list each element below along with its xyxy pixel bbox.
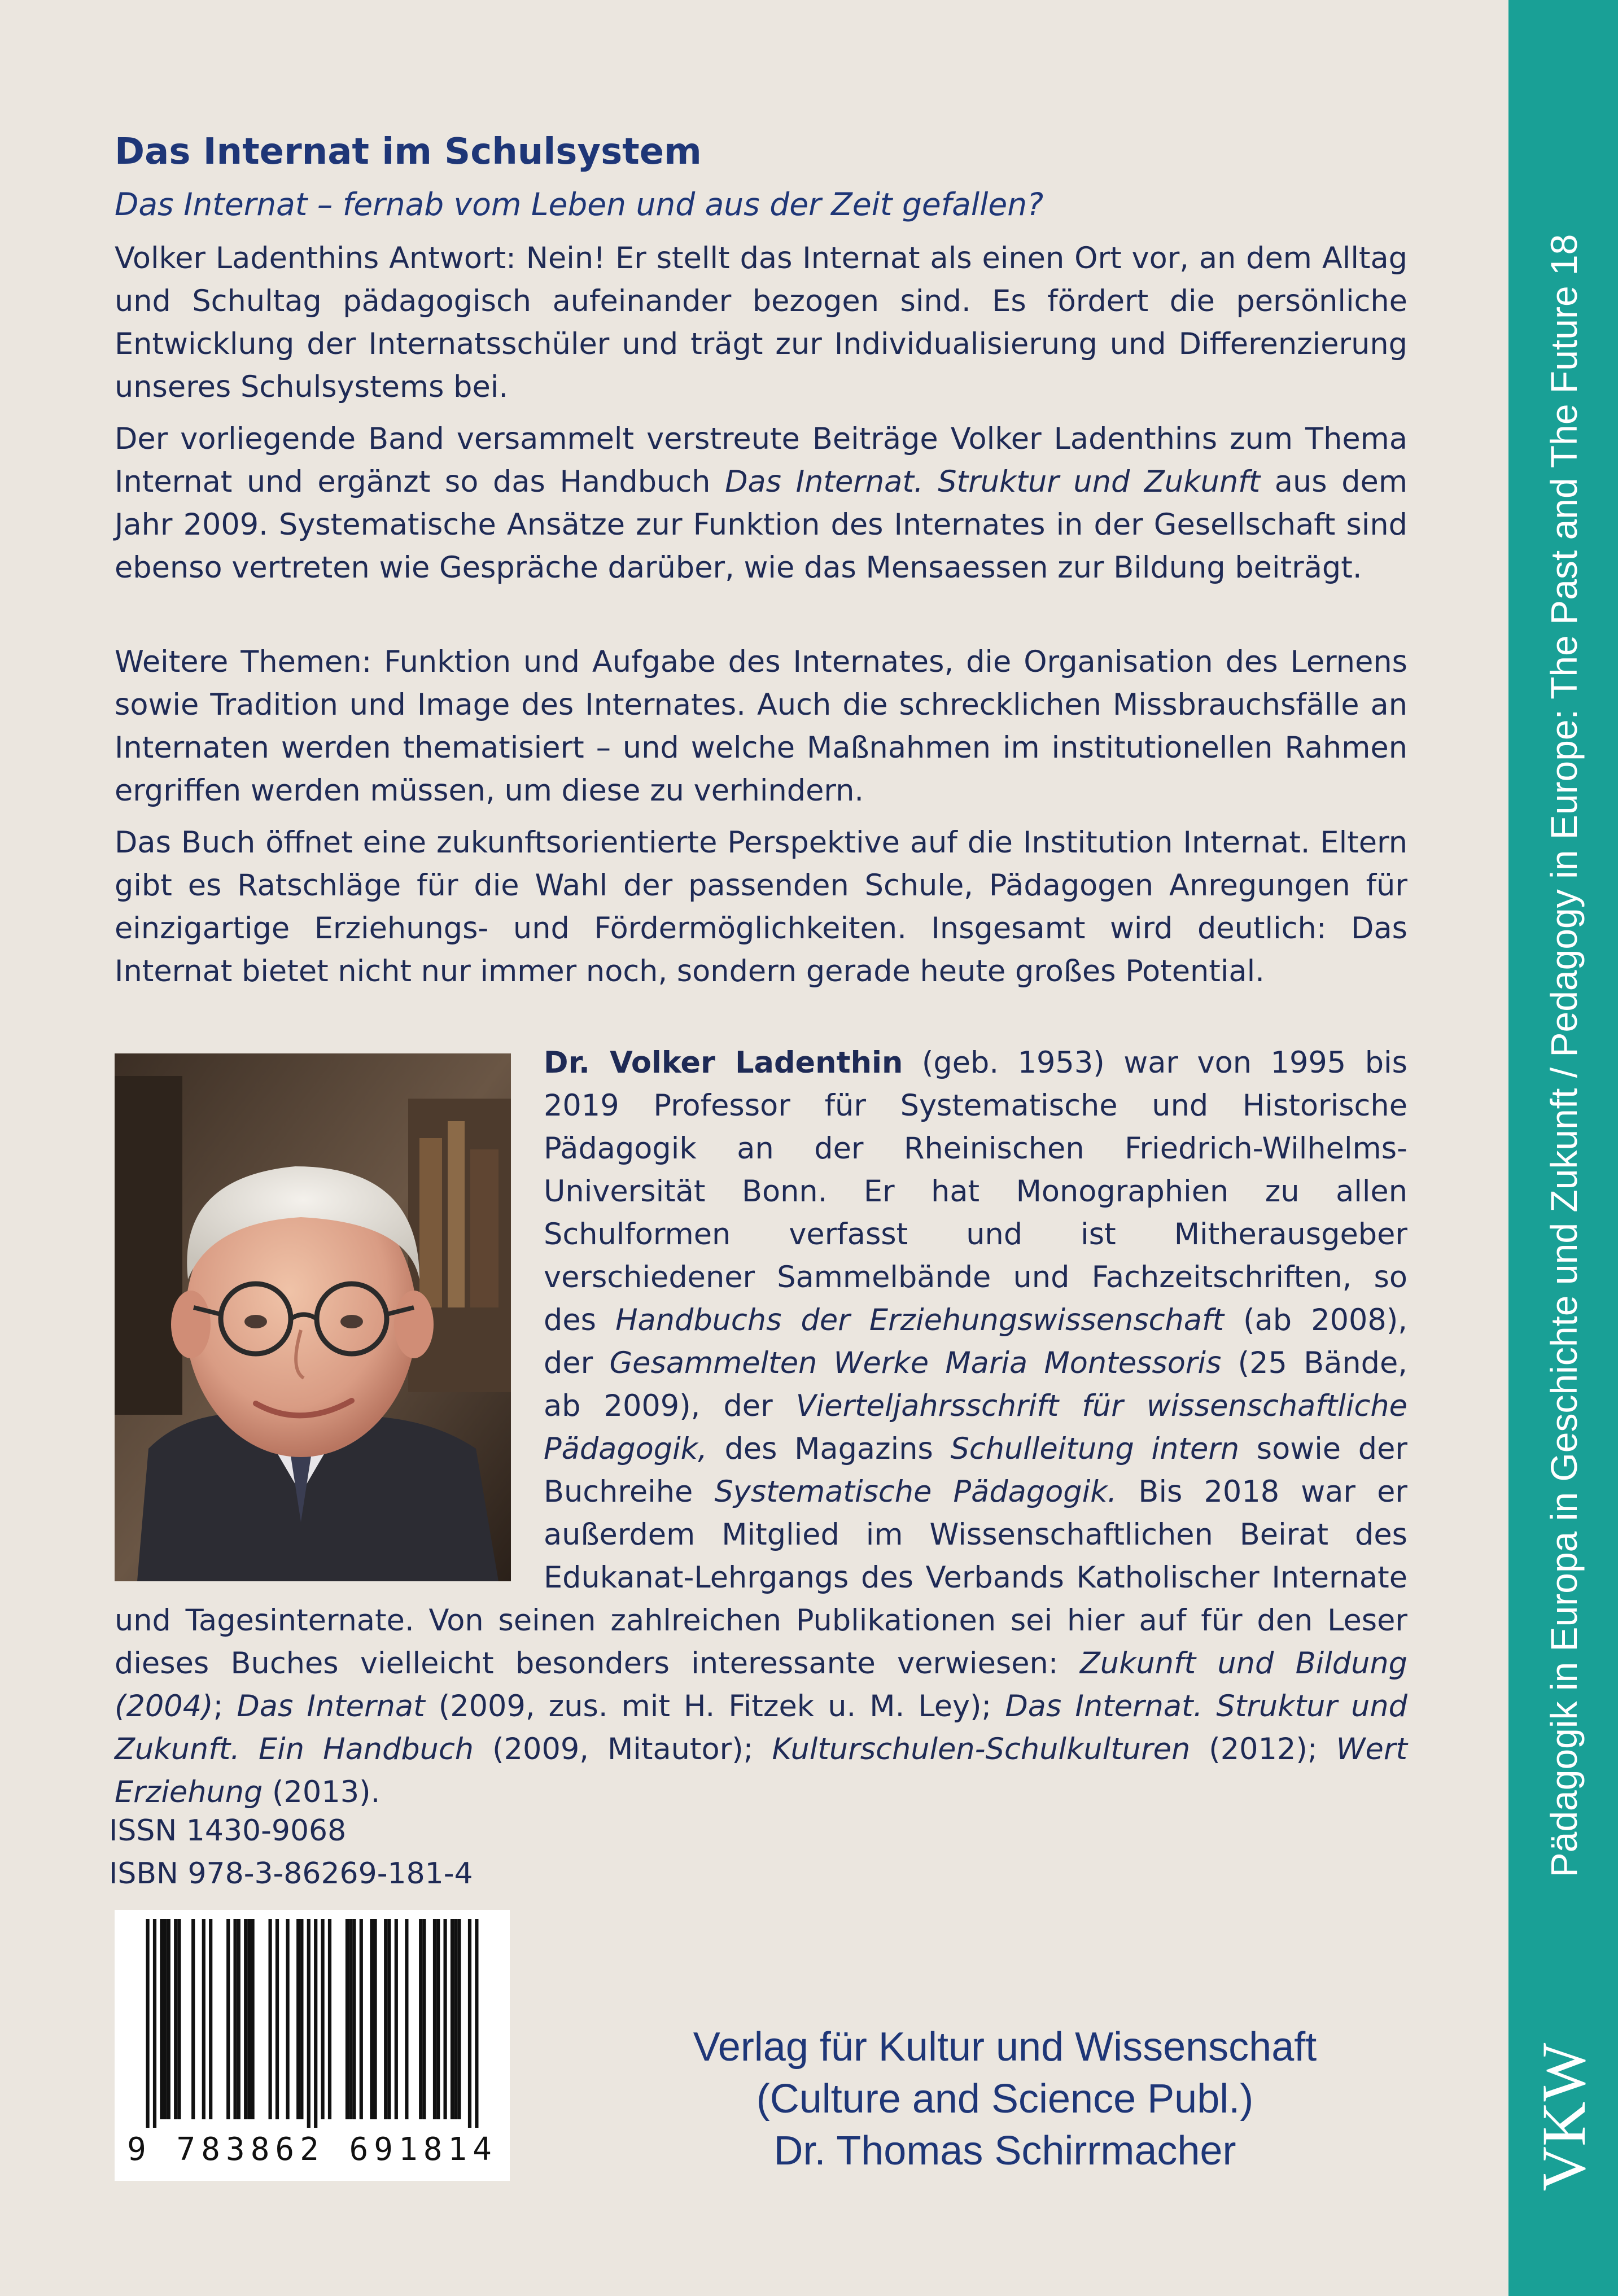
barcode-bar <box>444 1919 447 2119</box>
blurb-paragraph-2 <box>115 418 1407 589</box>
bio-publication: Schulleitung intern <box>950 1432 1240 1466</box>
bio-publication: Das Internat. Struktur und Zukunft. Ein Handbuch <box>115 1689 1407 1766</box>
publisher-block <box>565 2021 1445 2177</box>
barcode-bar <box>475 1919 478 2128</box>
barcode-bar <box>360 1919 363 2119</box>
bio-text: sowie der Buchreihe <box>544 1432 1407 1509</box>
barcode-bar <box>451 1919 454 2119</box>
barcode-bar <box>234 1919 237 2119</box>
bio-publication: Handbuchs der Erziehungswissenschaft <box>615 1303 1225 1337</box>
barcode-bar <box>191 1919 195 2119</box>
barcode-bar <box>457 1919 461 2119</box>
blurb-paragraph-1: Volker Ladenthins Antwort: Nein! Er stellt das Internat als einen Ort vor, an dem Alltag und Schultag pädagogisch aufeinander bezogen sind. Es fördert die persönliche Entwicklung der Internatsschüler und trägt zur Individualisierung und Differenzierung unseres Schulsystems bei. <box>115 241 1407 404</box>
bio-text: (2012); <box>1190 1732 1336 1766</box>
barcode-bar <box>251 1919 255 2119</box>
book-title: Das Internat im Schulsystem <box>115 131 702 173</box>
publisher-editor: Dr. Thomas Schirrmacher <box>773 2128 1236 2173</box>
barcode-bar <box>286 1919 290 2119</box>
bio-publication: Gesammelten Werke Maria Montessoris <box>609 1346 1222 1380</box>
bio-publication: Zukunft und Bildung (2004) <box>115 1646 1407 1724</box>
barcode-bar <box>300 1919 303 2119</box>
barcode-bar <box>405 1919 408 2119</box>
bio-text: (2013). <box>263 1775 381 1809</box>
barcode-bar <box>174 1919 177 2119</box>
barcode-bar <box>395 1919 398 2119</box>
bio-publication: Systematische Pädagogik. <box>714 1475 1117 1509</box>
barcode-bar <box>276 1919 279 2119</box>
author-biography <box>115 1042 1407 1814</box>
bio-publication: Wert Erziehung <box>115 1732 1408 1809</box>
issn: ISSN 1430-9068 <box>109 1814 347 1848</box>
barcode-bar <box>387 1919 391 2119</box>
publisher-name: Verlag für Kultur und Wissenschaft <box>693 2024 1317 2070</box>
blurb-paragraph-4: Das Buch öffnet eine zukunftsorientierte Perspektive auf die Institution Internat. Eltern gibt es Ratschläge für die Wahl der passenden Schule, Pädagogen Anregungen für einzigartige Erziehungs- und Fördermöglichkeiten. Insgesamt wird deutlich: Das Internat bietet nicht nur immer noch, sondern gerade heute großes Potential. <box>115 825 1407 989</box>
barcode-bar <box>419 1919 422 2119</box>
barcode-bar <box>349 1919 352 2119</box>
bio-publication: Das Internat <box>237 1689 425 1724</box>
barcode-bar <box>202 1919 205 2119</box>
bio-text: (2009, zus. mit H. Fitzek u. M. Ley); <box>425 1689 1005 1724</box>
publisher-english-name: (Culture and Science Publ.) <box>756 2076 1254 2122</box>
publisher-logo: VKW <box>1529 2043 1598 2192</box>
barcode-bar <box>374 1919 377 2119</box>
barcode-bar <box>167 1919 170 2119</box>
series-title: Pädagogik in Europa in Geschichte und Zukunft / Pedagogy in Europe: The Past and The Future 18 <box>1543 234 1585 1878</box>
book-subtitle: Das Internat – fernab vom Leben und aus der Zeit gefallen? <box>115 186 1044 222</box>
barcode-bar <box>433 1919 436 2119</box>
barcode-bar <box>226 1919 230 2119</box>
barcode-bar <box>164 1919 167 2119</box>
barcode-bar <box>146 1919 150 2128</box>
barcode-bar <box>307 1919 311 2128</box>
blurb-text: aus dem Jahr 2009. Systematische Ansätze zur Funktion des Internates in der Gesellschaft sind ebenso vertreten wie Gespräche darüber, wie das Mensaessen zur Bildung beiträgt. <box>115 465 1407 585</box>
barcode-bar <box>314 1919 317 2128</box>
barcode-bar <box>454 1919 457 2119</box>
barcode-bar <box>436 1919 440 2119</box>
bio-publication: Vierteljahrsschrift für wissenschaftliche Pädagogik, <box>544 1389 1407 1466</box>
barcode-bar <box>160 1919 163 2119</box>
bio-text: des Magazins <box>707 1432 951 1466</box>
bio-text: (ab 2008), der <box>544 1303 1407 1380</box>
bio-text: (geb. 1953) war von 1995 bis 2019 Professor für Systematische und Historische Pädagogik an der Rheinischen Friedrich-Wilhelms-Universität Bonn. Er hat Monographien zu allen Schulformen verfasst und ist Mitherausgeber verschiedener Sammelbände und Fachzeitschriften, so des <box>544 1046 1407 1337</box>
isbn: ISBN 978-3-86269-181-4 <box>109 1857 473 1891</box>
barcode-bar <box>370 1919 373 2119</box>
isbn-barcode <box>115 1910 510 2181</box>
book-identifiers <box>109 1809 473 1895</box>
barcode-bar <box>321 1919 325 2119</box>
barcode-bar <box>296 1919 300 2119</box>
bio-text: (2009, Mitautor); <box>474 1732 772 1766</box>
barcode-digits: 9 783862 691814 <box>127 2131 497 2168</box>
barcode-bars <box>115 1910 510 2130</box>
blurb-book-reference: Das Internat. Struktur und Zukunft <box>725 465 1261 499</box>
bio-publication: Kulturschulen-Schulkulturen <box>772 1732 1191 1766</box>
barcode-bar <box>244 1919 247 2119</box>
barcode-bar <box>237 1919 240 2119</box>
barcode-bar <box>468 1919 471 2128</box>
barcode-bar <box>269 1919 272 2119</box>
blurb-paragraph-3: Weitere Themen: Funktion und Aufgabe des Internates, die Organisation des Lernens sowie Tradition und Image des Internates. Auch die schrecklichen Missbrauchsfälle an Internaten werden thematisiert – und welche Maßnahmen im institutionellen Rahmen ergriffen werden müssen, um diese zu verhindern. <box>115 645 1407 808</box>
barcode-bar <box>247 1919 251 2119</box>
barcode-bar <box>352 1919 356 2119</box>
blurb-text: Der vorliegende Band versammelt verstreute Beiträge Volker Ladenthins zum Thema Internat und ergänzt so das Handbuch <box>115 422 1407 499</box>
barcode-bar <box>384 1919 387 2119</box>
bio-text: Bis 2018 war er außerdem Mitglied im Wissenschaftlichen Beirat des Edukanat-Lehrgangs des Verbands Katholischer Internate und Tagesinternate. Von seinen zahlreichen Publikationen sei hier auf für den Leser dieses Buches vielleicht besonders interessante verwiesen: <box>115 1475 1407 1681</box>
barcode-bar <box>346 1919 349 2119</box>
barcode-bar <box>328 1919 331 2119</box>
author-name: Dr. Volker Ladenthin <box>544 1046 903 1080</box>
barcode-bar <box>153 1919 156 2128</box>
portrait-spacer <box>115 1042 544 1598</box>
bio-text: (25 Bände, ab 2009), der <box>544 1346 1407 1423</box>
barcode-bar <box>422 1919 426 2119</box>
barcode-bar <box>209 1919 212 2119</box>
bio-text: ; <box>213 1689 237 1724</box>
barcode-bar <box>177 1919 181 2119</box>
